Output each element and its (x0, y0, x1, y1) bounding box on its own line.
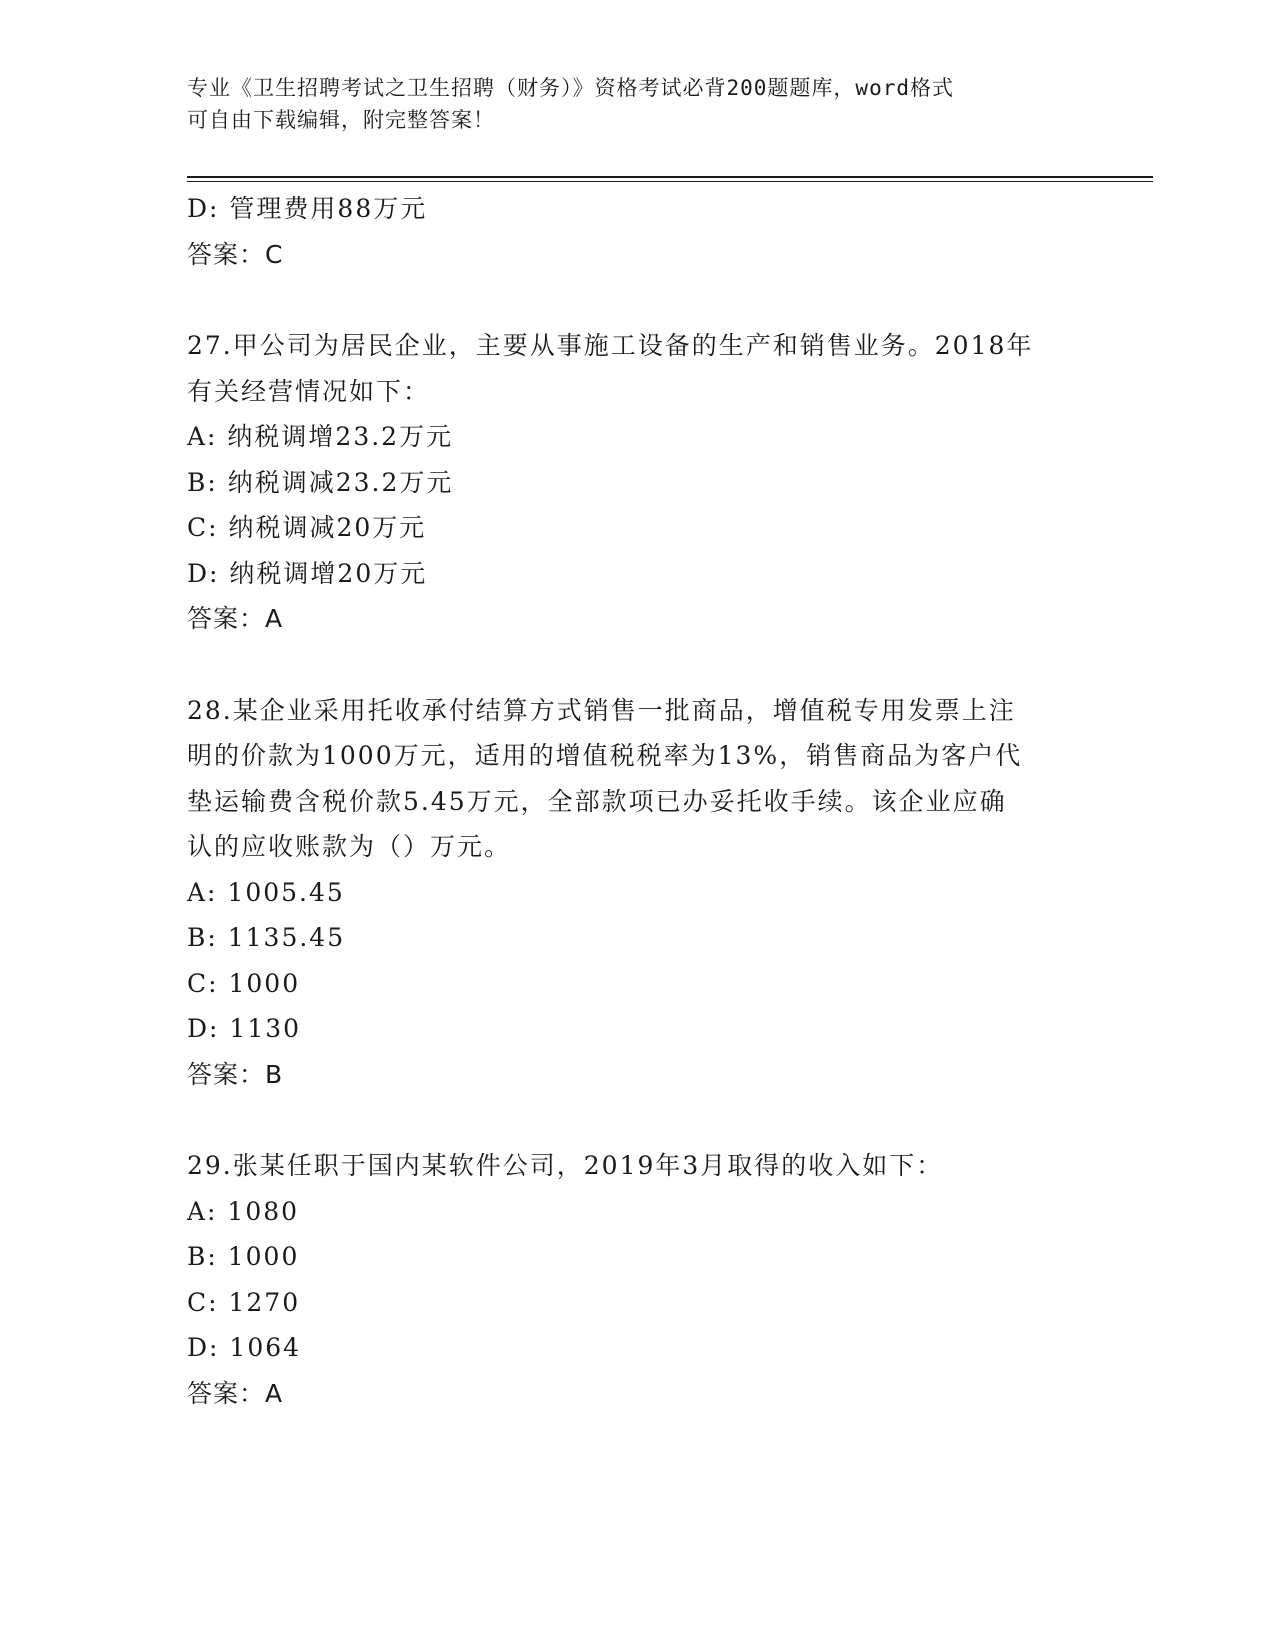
option-d: D: 纳税调增20万元 (187, 558, 428, 588)
prev-question-tail (187, 186, 1087, 277)
question-28 (187, 688, 1087, 1098)
question-text-line: 有关经营情况如下： (187, 376, 431, 406)
option-b: B: 1000 (187, 1242, 300, 1271)
option-a: A: 1005.45 (187, 877, 345, 907)
question-content (187, 186, 1087, 1416)
answer-line: 答案：A (187, 1378, 284, 1408)
option-d: D: 1064 (187, 1333, 302, 1362)
spacer (187, 277, 1087, 323)
document-header (187, 72, 1067, 136)
question-text-line: 29.张某任职于国内某软件公司，2019年3月取得的收入如下： (187, 1151, 944, 1180)
question-text-line: 垫运输费含税价款5.45万元，全部款项已办妥托收手续。该企业应确 (187, 786, 1007, 816)
header-divider-thick (187, 176, 1153, 178)
option-d: D: 1130 (187, 1014, 302, 1043)
question-27 (187, 323, 1087, 642)
option-c: C: 1000 (187, 968, 301, 998)
option-a: A: 1080 (187, 1196, 300, 1226)
option-a: A: 纳税调增23.2万元 (187, 422, 454, 451)
option-c: C: 1270 (187, 1287, 301, 1317)
header-line-1: 专业《卫生招聘考试之卫生招聘（财务）》资格考试必背200题题库，word格式 (187, 76, 954, 100)
option-d: D: 管理费用88万元 (187, 194, 428, 223)
question-text-line: 27.甲公司为居民企业，主要从事施工设备的生产和销售业务。2018年 (187, 331, 1034, 360)
question-text-line: 认的应收账款为（）万元。 (187, 832, 512, 861)
option-b: B: 纳税调减23.2万元 (187, 467, 454, 497)
question-text-line: 28.某企业采用托收承付结算方式销售一批商品，增值税专用发票上注 (187, 695, 1016, 725)
answer-line: 答案：B (187, 1059, 284, 1089)
header-line-2: 可自由下载编辑，附完整答案！ (187, 108, 495, 132)
header-divider-thin (187, 181, 1153, 182)
question-text-line: 明的价款为1000万元，适用的增值税税率为13%，销售商品为客户代 (187, 741, 1023, 770)
answer-line: 答案：C (187, 239, 284, 269)
question-29 (187, 1143, 1087, 1416)
option-c: C: 纳税调减20万元 (187, 513, 427, 542)
spacer (187, 642, 1087, 688)
option-b: B: 1135.45 (187, 923, 346, 952)
spacer (187, 1097, 1087, 1143)
answer-line: 答案：A (187, 604, 284, 633)
